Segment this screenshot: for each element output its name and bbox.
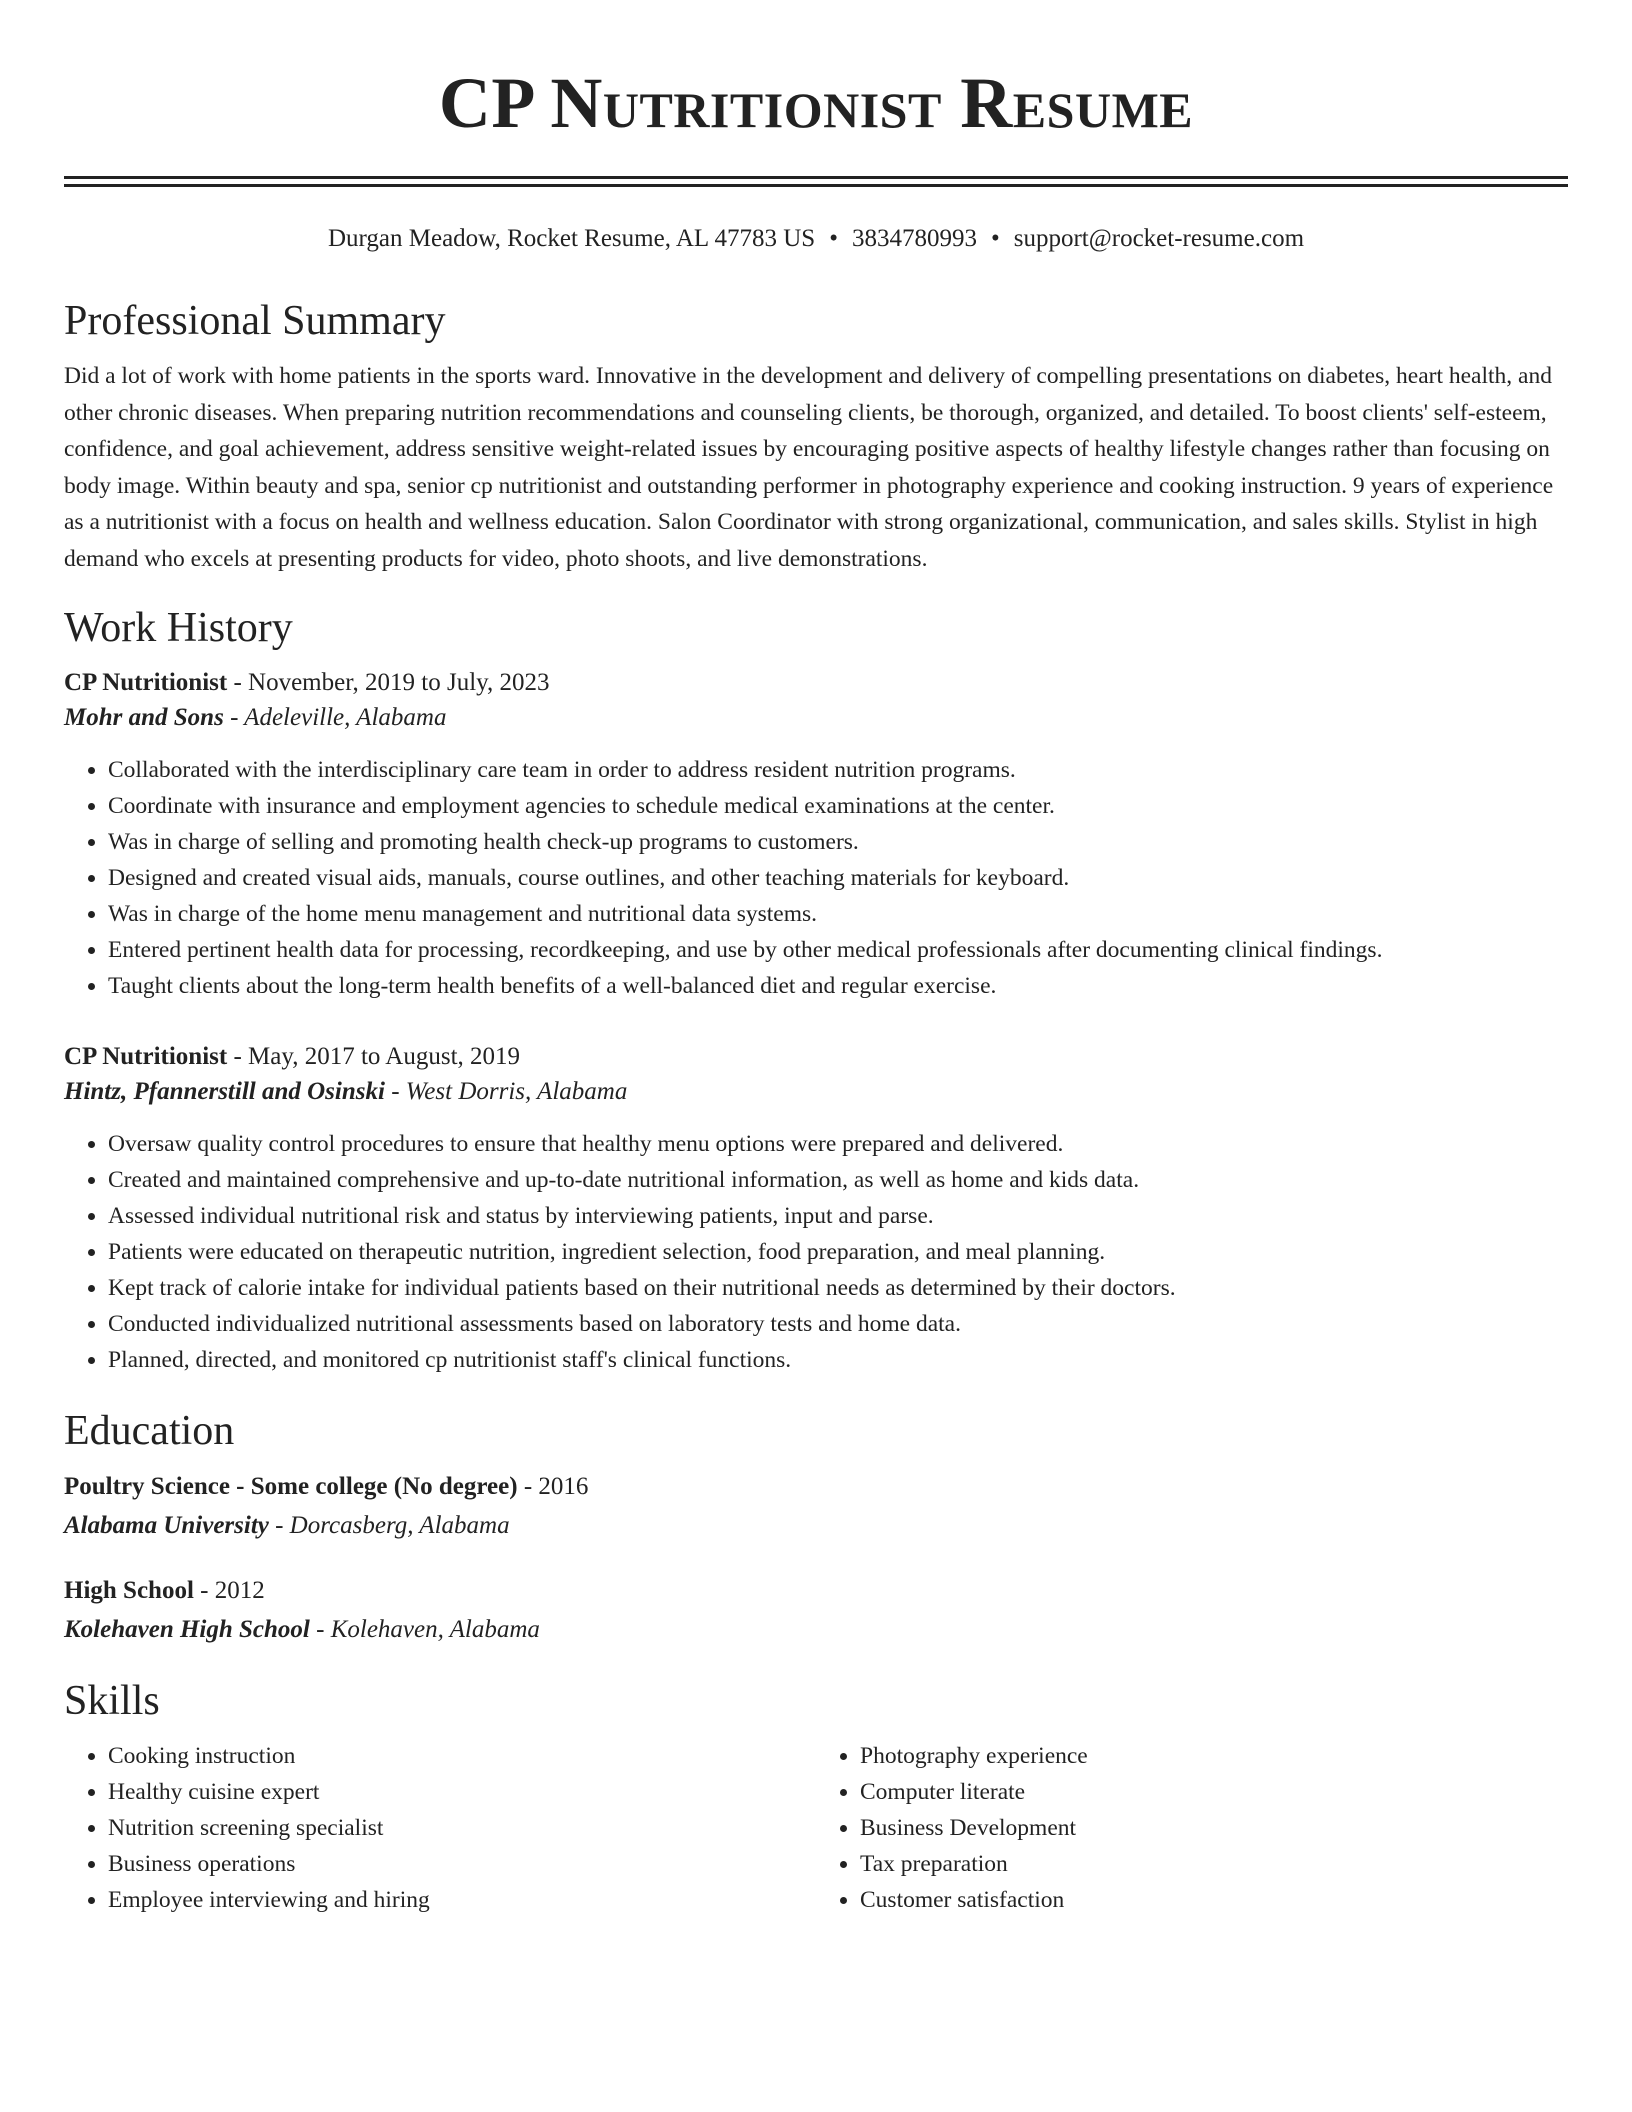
skills-list-right (816, 1738, 1568, 1918)
list-item: • Taught clients about the long-term health benefits of a well-balanced diet and regular exercise. (108, 968, 1568, 1004)
skill-item: • Cooking instruction (108, 1738, 816, 1774)
list-item: • Assessed individual nutritional risk and status by interviewing patients, input and parse. (108, 1198, 1568, 1234)
job-duties-list (64, 752, 1568, 1004)
job-duties-list (64, 1126, 1568, 1378)
section-heading-work-history: Work History (64, 605, 293, 651)
list-item: • Collaborated with the interdisciplinary care team in order to address resident nutrition programs. (108, 752, 1568, 788)
skill-item: • Photography experience (860, 1738, 1568, 1774)
contact-separator: • (829, 225, 838, 252)
list-item: • Kept track of calorie intake for individual patients based on their nutritional needs as determined by their doctors. (108, 1270, 1568, 1306)
education-school-line (64, 1612, 1568, 1648)
education-entry (64, 1574, 1568, 1648)
summary-section (64, 296, 1568, 577)
section-heading-summary: Professional Summary (64, 298, 446, 344)
list-item: • Was in charge of the home menu management and nutritional data systems. (108, 896, 1568, 932)
job-title: CP Nutritionist (64, 1043, 228, 1070)
contact-address: Durgan Meadow, Rocket Resume, AL 47783 US (327, 225, 816, 252)
skill-item: • Business operations (108, 1846, 816, 1882)
education-school-line (64, 1508, 1568, 1544)
skill-item: • Business Development (860, 1810, 1568, 1846)
list-item: • Was in charge of selling and promoting health check-up programs to customers. (108, 824, 1568, 860)
job-dates: - May, 2017 to August, 2019 (227, 1043, 521, 1070)
job-location: - West Dorris, Alabama (384, 1078, 628, 1105)
job-title-line (64, 666, 1568, 700)
education-degree-line (64, 1470, 1568, 1504)
list-item: • Conducted individualized nutritional assessments based on laboratory tests and home data. (108, 1306, 1568, 1342)
job-company-line (64, 1074, 1568, 1110)
list-item: • Designed and created visual aids, manuals, course outlines, and other teaching materials for keyboard. (108, 860, 1568, 896)
education-school: Alabama University (64, 1512, 269, 1539)
job-entry (64, 666, 1568, 1004)
contact-email: support@rocket-resume.com (1013, 225, 1305, 252)
summary-text: Did a lot of work with home patients in the sports ward. Innovative in the development and delivery of compelling presentations on diabetes, heart health, and other chronic diseases. When preparing nutrition recommendations and counseling clients, be thorough, organized, and detailed. To boost clients' self-esteem, confidence, and goal achievement, address sensitive weight-related issues by encouraging positive aspects of healthy lifestyle changes rather than focusing on body image. Within beauty and spa, senior cp nutritionist and outstanding performer in photography experience and cooking instruction. 9 years of experience as a nutritionist with a focus on health and wellness education. Salon Coordinator with strong organizational, communication, and sales skills. Stylist in high demand who excels at presenting products for video, photo shoots, and live demonstrations. (64, 363, 1554, 572)
job-dates: - November, 2019 to July, 2023 (227, 669, 550, 696)
list-item: • Planned, directed, and monitored cp nutritionist staff's clinical functions. (108, 1342, 1568, 1378)
job-company: Mohr and Sons (64, 704, 224, 731)
contact-phone: 3834780993 (851, 225, 977, 252)
list-item: • Oversaw quality control procedures to ensure that healthy menu options were prepared and delivered. (108, 1126, 1568, 1162)
section-heading-education: Education (64, 1408, 235, 1454)
contact-line (64, 222, 1568, 256)
education-entry (64, 1470, 1568, 1544)
skill-item: • Nutrition screening specialist (108, 1810, 816, 1846)
page-title: CP Nutritionist Resume (438, 63, 1194, 143)
skill-item: • Healthy cuisine expert (108, 1774, 816, 1810)
list-item: • Patients were educated on therapeutic nutrition, ingredient selection, food preparation, and meal planning. (108, 1234, 1568, 1270)
skill-item: • Computer literate (860, 1774, 1568, 1810)
job-company-line (64, 700, 1568, 736)
skill-item: • Tax preparation (860, 1846, 1568, 1882)
list-item: • Entered pertinent health data for processing, recordkeeping, and use by other medical professionals after documenting clinical findings. (108, 932, 1568, 968)
education-school: Kolehaven High School (64, 1616, 310, 1643)
job-company: Hintz, Pfannerstill and Osinski (64, 1078, 385, 1105)
title-divider-top (64, 176, 1568, 179)
skills-list-left (64, 1738, 816, 1918)
work-history-section (64, 603, 1568, 1378)
list-item: • Created and maintained comprehensive and up-to-date nutritional information, as well as home and kids data. (108, 1162, 1568, 1198)
education-location: - Dorcasberg, Alabama (268, 1512, 510, 1539)
job-location: - Adeleville, Alabama (223, 704, 447, 731)
title-divider-bottom (64, 184, 1568, 187)
section-heading-skills: Skills (64, 1678, 160, 1724)
job-title-line (64, 1040, 1568, 1074)
skills-columns (64, 1738, 1568, 1918)
job-title: CP Nutritionist (64, 669, 228, 696)
education-degree: High School (64, 1577, 194, 1604)
list-item: • Coordinate with insurance and employment agencies to schedule medical examinations at the center. (108, 788, 1568, 824)
education-degree: Poultry Science - Some college (No degree) (64, 1473, 518, 1500)
contact-separator: • (990, 225, 1000, 252)
skill-item: • Employee interviewing and hiring (108, 1882, 816, 1918)
skills-section (64, 1676, 1568, 1918)
education-location: - Kolehaven, Alabama (309, 1616, 540, 1643)
education-degree-line (64, 1574, 1568, 1608)
job-entry (64, 1040, 1568, 1378)
education-year: - 2016 (517, 1473, 589, 1500)
education-section (64, 1406, 1568, 1648)
education-year: - 2012 (193, 1577, 265, 1604)
skill-item: • Customer satisfaction (860, 1882, 1568, 1918)
